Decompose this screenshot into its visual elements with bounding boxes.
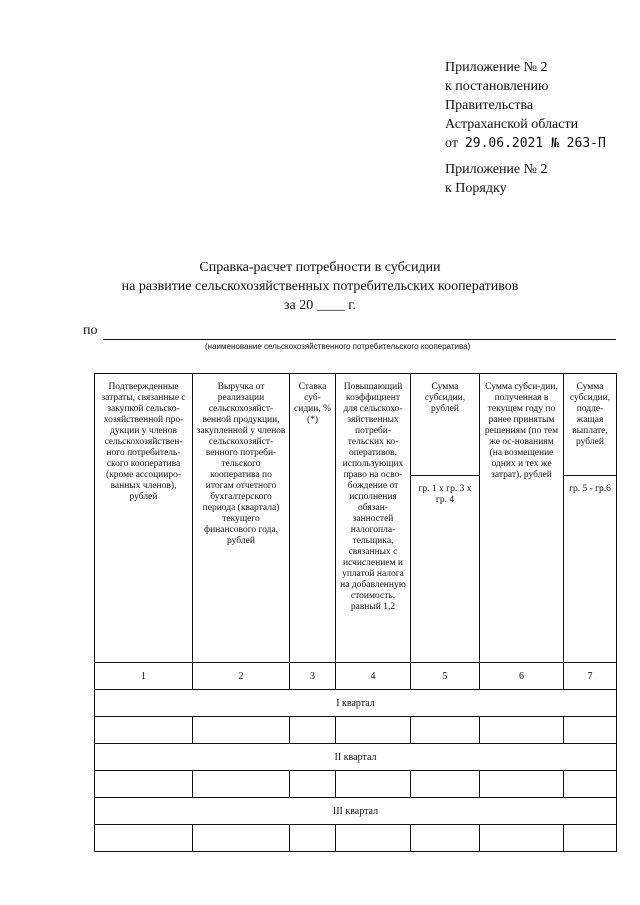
header-cell-2: Выручка от реализации сельскохозяйст-венной продукции, закупленной у членов сельскохозяйст-венного потреби-тельского кооператива по итогам отчетного бухгалтерского периода (квартала) текущего финансового года, рублей [193, 374, 290, 663]
quarter-label: I квартал [95, 690, 617, 717]
data-cell[interactable] [480, 825, 564, 852]
column-number: 4 [336, 663, 411, 690]
data-cell[interactable] [290, 825, 336, 852]
data-cell[interactable] [411, 825, 480, 852]
title-line: за 20 ____ г. [284, 298, 356, 313]
quarter-row [95, 690, 617, 717]
quarter-label: III квартал [95, 798, 617, 825]
data-cell[interactable] [411, 771, 480, 798]
data-cell[interactable] [95, 825, 193, 852]
header-cell-3: Ставка суб-сидии, % (*) [290, 374, 336, 663]
approval-line: Астраханской области [445, 117, 579, 132]
data-cell[interactable] [564, 825, 617, 852]
calculation-table [94, 373, 617, 852]
data-cell[interactable] [95, 771, 193, 798]
data-cell[interactable] [480, 771, 564, 798]
quarter-row [95, 744, 617, 771]
header-cell-5: Сумма субсидии, рублей [411, 374, 480, 476]
data-cell[interactable] [480, 717, 564, 744]
header-cell-6: Сумма субси-дии, полученная в текущем году по ранее принятым решениям (по тем же ос-нованиям (на возмещение одних и тех же затрат), рублей [480, 374, 564, 663]
header-row [95, 374, 617, 476]
formula-cell-7: гр. 5 - гр.6 [564, 476, 617, 663]
data-cell[interactable] [290, 771, 336, 798]
data-row [95, 825, 617, 852]
data-cell[interactable] [564, 717, 617, 744]
column-number: 5 [411, 663, 480, 690]
formula-cell-5: гр. 1 x гр. 3 x гр. 4 [411, 476, 480, 663]
approval-date-prefix: от [445, 136, 458, 151]
approval-line: к постановлению [445, 79, 549, 94]
title-line: на развитие сельскохозяйственных потребительских кооперативов [121, 279, 519, 294]
data-cell[interactable] [336, 771, 411, 798]
column-number: 3 [290, 663, 336, 690]
header-cell-4: Повышающий коэффициент для сельскохо-зяйственных потреби-тельских ко-оперативов, использующих право на осво-бождение от исполнения обязан-занностей налогопла-тельщика, связанных с исчислением и уплатой налога на добавленную стоимость, равный 1,2 [336, 374, 411, 663]
header-cell-1: Подтвержденные затраты, связанные с закупкой сельско-хозяйственной про-дукции у членов сельскохозяйствен-ного потребитель-ского кооператива (кроме ассоцииро-ванных членов), рублей [95, 374, 193, 663]
approval-date-stamp: 29.06.2021 № 263-П [464, 136, 606, 151]
data-row [95, 771, 617, 798]
data-cell[interactable] [193, 717, 290, 744]
po-label: по [83, 323, 98, 338]
column-number: 6 [480, 663, 564, 690]
appendix-line: Приложение № 2 [445, 162, 548, 177]
document-title [0, 258, 640, 315]
data-cell[interactable] [193, 825, 290, 852]
data-row [95, 717, 617, 744]
data-cell[interactable] [411, 717, 480, 744]
data-cell[interactable] [336, 717, 411, 744]
quarter-label: II квартал [95, 744, 617, 771]
quarter-row [95, 798, 617, 825]
appendix-line: к Порядку [445, 181, 507, 196]
data-cell[interactable] [95, 717, 193, 744]
data-cell[interactable] [290, 717, 336, 744]
data-cell[interactable] [336, 825, 411, 852]
header-cell-7: Сумма субсидии, подле-жащая выплате, рублей [564, 374, 617, 476]
cooperative-name-caption: (наименование сельскохозяйственного потребительского кооператива) [205, 342, 471, 351]
data-cell[interactable] [193, 771, 290, 798]
column-number: 1 [95, 663, 193, 690]
approval-line: Приложение № 2 [445, 60, 548, 75]
column-number-row [95, 663, 617, 690]
cooperative-name-field[interactable] [103, 339, 616, 340]
appendix-block [445, 160, 548, 198]
approval-date-line [445, 134, 606, 153]
column-number: 7 [564, 663, 617, 690]
approval-line: Правительства [445, 98, 534, 113]
data-cell[interactable] [564, 771, 617, 798]
title-line: Справка-расчет потребности в субсидии [199, 260, 441, 275]
approval-block [445, 58, 606, 153]
column-number: 2 [193, 663, 290, 690]
